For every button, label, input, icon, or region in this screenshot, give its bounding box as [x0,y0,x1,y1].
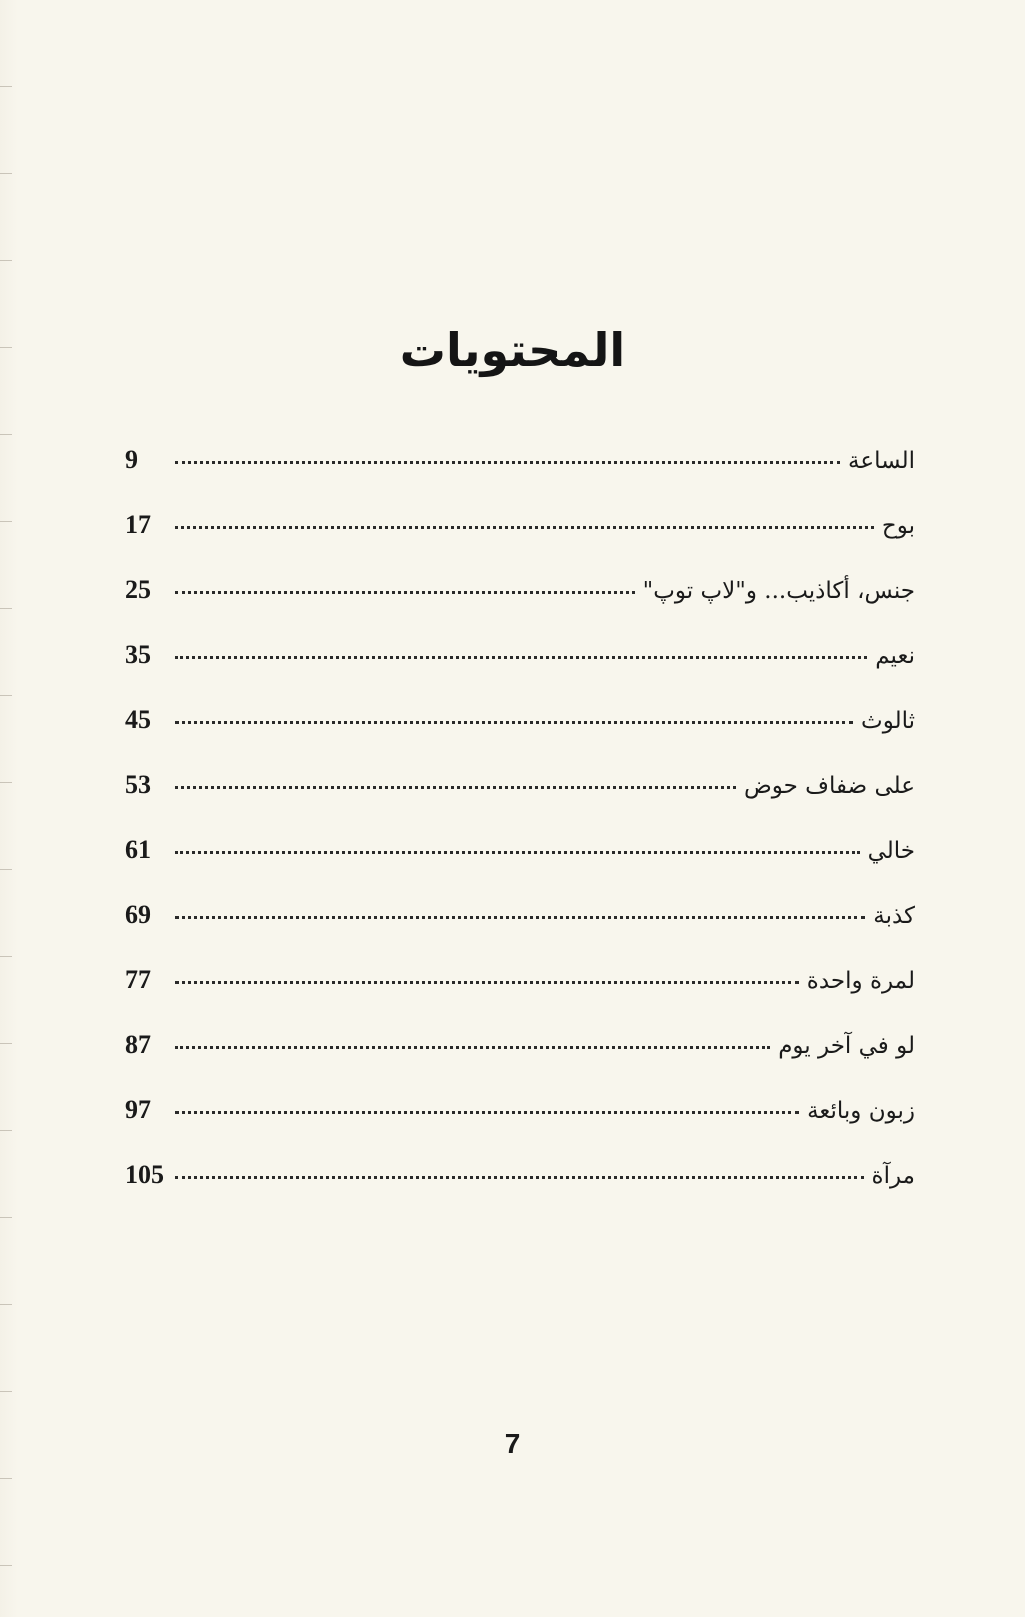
dot-leader [175,1046,770,1049]
toc-entry [125,642,915,707]
page-edge-marks [0,0,12,1617]
dot-leader [175,1111,799,1114]
dot-leader [175,721,853,724]
toc-entry [125,577,915,642]
toc-entry-page: 105 [125,1160,164,1189]
table-of-contents [125,447,915,1227]
toc-entry-page: 77 [125,965,151,994]
toc-entry-title: مرآة [871,1163,915,1189]
toc-entry-page: 45 [125,705,151,734]
page-title: المحتويات [399,322,626,377]
toc-entry-title: كذبة [873,903,915,929]
toc-entry [125,512,915,577]
dot-leader [175,656,867,659]
dot-leader [175,916,865,919]
toc-entry-title: لمرة واحدة [806,968,915,994]
toc-entry [125,447,915,512]
toc-entry [125,707,915,772]
toc-entry-page: 53 [125,770,151,799]
toc-entry-page: 9 [125,445,138,474]
toc-entry [125,1162,915,1227]
toc-entry-title: نعيم [875,643,915,669]
toc-entry-title: بوح [881,513,915,539]
toc-entry [125,772,915,837]
toc-entry [125,967,915,1032]
toc-entry-title: جنس، أكاذيب... و"لاپ توپ" [642,578,915,604]
toc-entry-page: 61 [125,835,151,864]
toc-entry-title: خالي [867,838,915,864]
toc-entry-page: 97 [125,1095,151,1124]
toc-entry-title: الساعة [848,448,915,474]
toc-entry [125,1032,915,1097]
toc-entry-page: 25 [125,575,151,604]
toc-entry [125,902,915,967]
dot-leader [175,461,840,464]
toc-entry-title: على ضفاف حوض [743,773,915,799]
toc-entry-page: 17 [125,510,151,539]
dot-leader [175,591,635,594]
toc-entry-title: زبون وبائعة [807,1098,915,1124]
dot-leader [175,526,874,529]
toc-entry-title: ثالوث [861,708,915,734]
dot-leader [175,1176,864,1179]
dot-leader [175,851,860,854]
toc-entry-page: 35 [125,640,151,669]
toc-entry-page: 69 [125,900,151,929]
dot-leader [175,981,799,984]
toc-entry-page: 87 [125,1030,151,1059]
toc-entry [125,837,915,902]
toc-entry-title: لو في آخر يوم [778,1033,915,1059]
toc-entry [125,1097,915,1162]
page-number: 7 [504,1428,521,1459]
dot-leader [175,786,736,789]
